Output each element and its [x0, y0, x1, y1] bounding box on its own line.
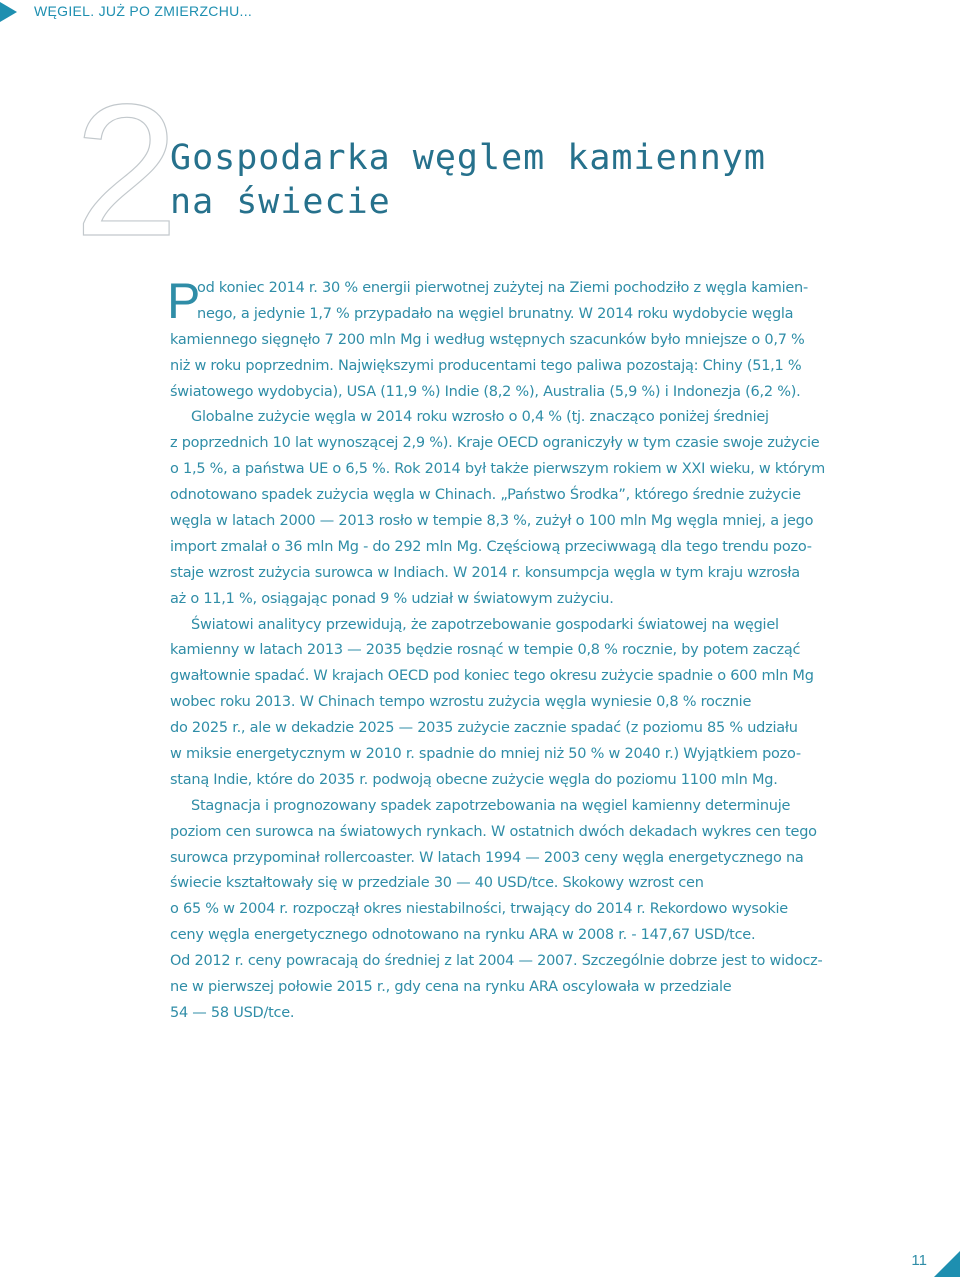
text-line: gwałtownie spadać. W krajach OECD pod koniec tego okresu zużycie spadnie o 600 mln Mg — [170, 668, 814, 685]
text-line: do 2025 r., ale w dekadzie 2025 — 2035 zużycie zacznie spadać (z poziomu 85 % udziału — [170, 720, 798, 737]
text-line-content: od koniec 2014 r. 30 % energii pierwotnej zużytej na Ziemi pochodziło z węgla kamien- — [197, 280, 808, 296]
chapter-number: 2 — [74, 65, 179, 275]
text-line: o 65 % w 2004 r. rozpoczął okres niestabilności, trwający do 2014 r. Rekordowo wysokie — [170, 901, 788, 918]
text-line: świecie kształtowały się w przedziale 30 — 40 USD/tce. Skokowy wzrost cen — [170, 875, 704, 892]
text-line: import zmalał o 36 mln Mg - do 292 mln Mg. Częściową przeciwwagą dla tego trendu pozo- — [170, 538, 812, 555]
text-line: Stagnacja i prognozowany spadek zapotrzebowania na węgiel kamienny determinuje — [191, 797, 791, 814]
text-line: kamiennego sięgnęło 7 200 mln Mg i według wstępnych szacunków było mniejsze o 0,7 % — [170, 331, 805, 348]
running-title: WĘGIEL. JUŻ PO ZMIERZCHU... — [34, 3, 253, 19]
chapter-title-line-1: Gospodarka węglem kamiennym — [170, 138, 766, 178]
chapter-title — [170, 136, 766, 224]
page-number: 11 — [911, 1252, 927, 1269]
text-line: odnotowano spadek zużycia węgla w Chinach. „Państwo Środka”, którego średnie zużycie — [170, 487, 801, 504]
text-line: ceny węgla energetycznego odnotowano na rynku ARA w 2008 r. - 147,67 USD/tce. — [170, 927, 756, 944]
text-line: o 1,5 %, a państwa UE o 6,5 %. Rok 2014 był także pierwszym rokiem w XXI wieku, w którym — [170, 461, 826, 478]
triangle-marker-icon — [0, 2, 17, 22]
corner-triangle-icon — [934, 1251, 960, 1277]
text-line: surowca przypominał rollercoaster. W latach 1994 — 2003 ceny węgla energetycznego na — [170, 849, 804, 866]
text-line: węgla w latach 2000 — 2013 rosło w tempie 8,3 %, zużył o 100 mln Mg węgla mniej, a jego — [170, 513, 814, 530]
drop-cap: P — [167, 273, 201, 329]
text-line: poziom cen surowca na światowych rynkach. W ostatnich dwóch dekadach wykres cen tego — [170, 823, 817, 840]
text-line: aż o 11,1 %, osiągając ponad 9 % udział w światowym zużyciu. — [170, 590, 614, 607]
text-line: kamienny w latach 2013 — 2035 będzie rosnąć w tempie 0,8 % rocznie, by potem zacząć — [170, 642, 801, 659]
text-line: w miksie energetycznym w 2010 r. spadnie do mniej niż 50 % w 2040 r.) Wyjątkiem pozo- — [170, 746, 801, 763]
chapter-title-line-2: na świecie — [170, 182, 391, 222]
text-line: staną Indie, które do 2035 r. podwoją obecne zużycie węgla do poziomu 1100 mln Mg. — [170, 771, 778, 788]
text-line: światowego wydobycia), USA (11,9 %) Indie (8,2 %), Australia (5,9 %) i Indonezja (6,2 %). — [170, 383, 801, 400]
body-text — [167, 273, 826, 1027]
text-line: Od 2012 r. ceny powracają do średniej z lat 2004 — 2007. Szczególnie dobrze jest to widocz- — [170, 953, 823, 970]
text-line: z poprzednich 10 lat wynoszącej 2,9 %). Kraje OECD ograniczyły w tym czasie swoje zużycie — [170, 435, 820, 452]
text-line: niż w roku poprzednim. Największymi producentami tego paliwa pozostają: Chiny (51,1 % — [170, 357, 802, 374]
text-line: Światowi analitycy przewidują, że zapotrzebowanie gospodarki światowej na węgiel — [191, 616, 779, 633]
text-line: ne w pierwszej połowie 2015 r., gdy cena na rynku ARA oscylowała w przedziale — [170, 979, 732, 996]
text-line: staje wzrost zużycia surowca w Indiach. W 2014 r. konsumpcja węgla w tym kraju wzrosła — [170, 564, 800, 581]
text-line: 54 — 58 USD/tce. — [170, 1004, 295, 1021]
text-line: Globalne zużycie węgla w 2014 roku wzrosło o 0,4 % (tj. znacząco poniżej średniej — [191, 409, 769, 426]
text-line: nego, a jedynie 1,7 % przypadało na węgiel brunatny. W 2014 roku wydobycie węgla — [197, 305, 794, 322]
text-line: wobec roku 2013. W Chinach tempo wzrostu zużycia węgla wyniesie 0,8 % rocznie — [170, 694, 752, 711]
